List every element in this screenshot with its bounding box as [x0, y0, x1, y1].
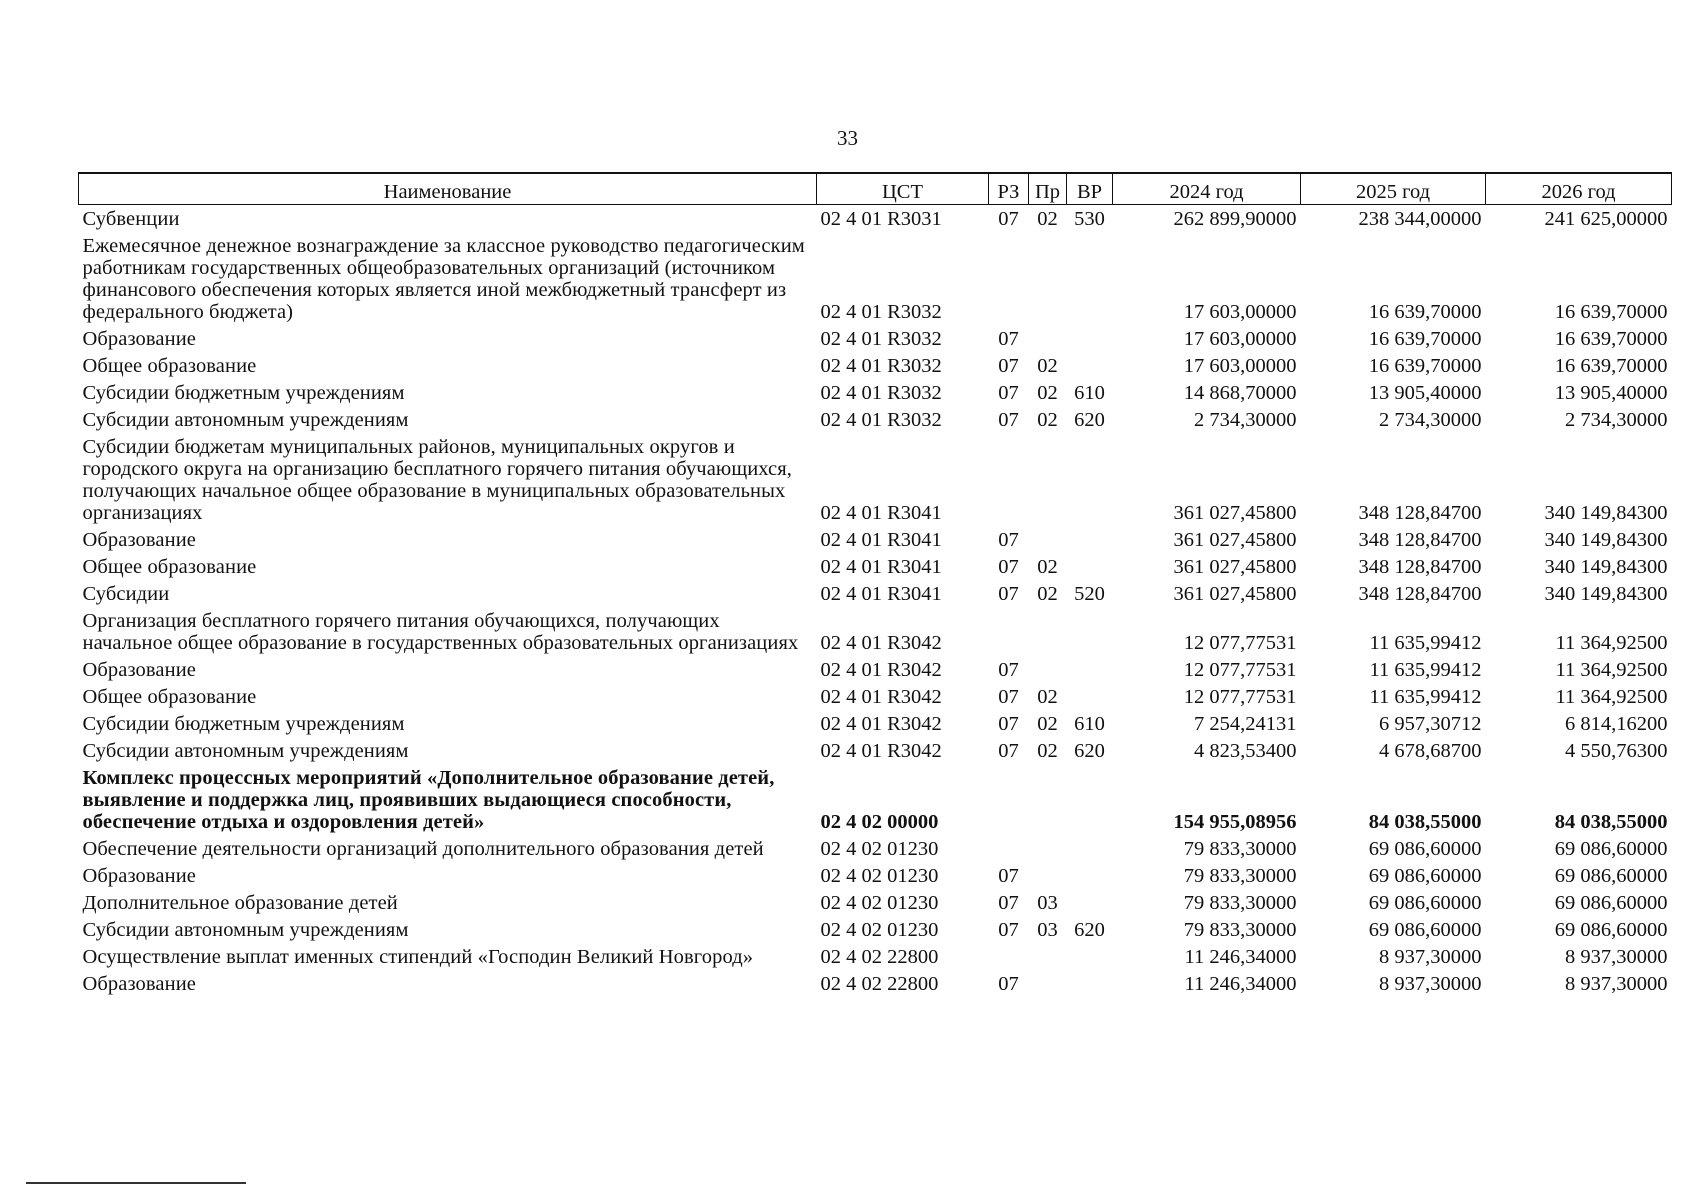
cell-name: Субсидии автономным учреждениям: [82, 409, 409, 431]
cell-cst: 02 4 02 01230: [820, 838, 939, 860]
cell-name: Субсидии: [82, 583, 170, 605]
cell-cst: 02 4 01 R3032: [820, 382, 942, 404]
cell-y2025: 348 128,84700: [1358, 556, 1482, 578]
cell-y2026: 8 937,30000: [1565, 946, 1668, 968]
cell-y2025: 69 086,60000: [1368, 919, 1482, 941]
cell-vr: [1067, 862, 1113, 889]
cell-rz: 07: [998, 659, 1019, 681]
table-row: [79, 737, 1672, 764]
cell-cst: 02 4 01 R3042: [820, 659, 942, 681]
cell-y2025: 13 905,40000: [1368, 382, 1482, 404]
cell-rz: [989, 943, 1029, 970]
table-row: [79, 764, 1672, 835]
cell-pr: 02: [1037, 355, 1058, 377]
cell-y2026: 69 086,60000: [1554, 919, 1668, 941]
cell-cst: 02 4 02 01230: [820, 865, 939, 887]
cell-rz: 07: [998, 355, 1019, 377]
cell-vr: [1067, 232, 1113, 325]
cell-pr: [1029, 232, 1067, 325]
cell-y2025: 16 639,70000: [1368, 355, 1482, 377]
cell-y2025: 6 957,30712: [1379, 713, 1482, 735]
cell-pr: 02: [1037, 583, 1058, 605]
cell-name: Общее образование: [82, 355, 257, 377]
cell-rz: [989, 607, 1029, 656]
cell-name: Субсидии бюджетным учреждениям: [82, 382, 405, 404]
cell-name: Ежемесячное денежное вознаграждение за классное руководство педагогическим работникам государственных общеобразовательных организаций (источником финансового обеспечения которых является иной межбюджетный трансферт из федерального бюджета): [82, 235, 805, 323]
cell-name: Субсидии автономным учреждениям: [82, 740, 409, 762]
cell-pr: 02: [1037, 382, 1058, 404]
column-header-name: Наименование: [79, 173, 817, 205]
cell-cst: 02 4 01 R3041: [820, 529, 942, 551]
table-row: [79, 526, 1672, 553]
table-row: [79, 943, 1672, 970]
column-header-2026: 2026 год: [1486, 173, 1672, 205]
table-row: [79, 205, 1672, 233]
cell-pr: [1029, 943, 1067, 970]
cell-y2026: 69 086,60000: [1554, 892, 1668, 914]
cell-rz: [989, 764, 1029, 835]
cell-y2025: 84 038,55000: [1368, 811, 1482, 833]
cell-y2025: 2 734,30000: [1379, 409, 1482, 431]
cell-vr: [1067, 683, 1113, 710]
cell-rz: 07: [998, 529, 1019, 551]
cell-y2024: 17 603,00000: [1183, 301, 1297, 323]
cell-y2026: 13 905,40000: [1554, 382, 1668, 404]
table-row: [79, 656, 1672, 683]
cell-rz: 07: [998, 892, 1019, 914]
cell-rz: 07: [998, 583, 1019, 605]
cell-rz: 07: [998, 409, 1019, 431]
cell-y2026: 69 086,60000: [1554, 865, 1668, 887]
cell-rz: 07: [998, 382, 1019, 404]
cell-y2024: 17 603,00000: [1183, 328, 1297, 350]
cell-y2026: 11 364,92500: [1555, 686, 1668, 708]
column-header-pr: Пр: [1029, 173, 1067, 205]
cell-y2024: 361 027,45800: [1173, 583, 1297, 605]
cell-name: Общее образование: [82, 556, 257, 578]
cell-rz: [989, 433, 1029, 526]
cell-rz: 07: [998, 713, 1019, 735]
cell-cst: 02 4 02 01230: [820, 919, 939, 941]
cell-name: Дополнительное образование детей: [82, 892, 398, 914]
cell-cst: 02 4 01 R3032: [820, 355, 942, 377]
cell-vr: 620: [1074, 409, 1105, 431]
page-number: 33: [837, 126, 858, 150]
cell-pr: 02: [1037, 409, 1058, 431]
cell-y2024: 4 823,53400: [1194, 740, 1297, 762]
column-header-cst: ЦСТ: [817, 173, 989, 205]
cell-y2025: 69 086,60000: [1368, 892, 1482, 914]
cell-y2025: 8 937,30000: [1379, 973, 1482, 995]
cell-cst: 02 4 01 R3042: [820, 686, 942, 708]
cell-y2026: 340 149,84300: [1544, 583, 1668, 605]
cell-pr: 02: [1037, 686, 1058, 708]
cell-name: Субсидии бюджетным учреждениям: [82, 713, 405, 735]
cell-y2026: 84 038,55000: [1554, 811, 1668, 833]
cell-y2024: 79 833,30000: [1183, 838, 1297, 860]
column-header-rz: РЗ: [989, 173, 1029, 205]
cell-pr: [1029, 433, 1067, 526]
cell-cst: 02 4 01 R3041: [820, 502, 942, 524]
cell-y2025: 11 635,99412: [1369, 632, 1482, 654]
cell-y2024: 7 254,24131: [1194, 713, 1297, 735]
cell-name: Образование: [82, 529, 196, 551]
cell-vr: [1067, 325, 1113, 352]
cell-vr: [1067, 553, 1113, 580]
footer-rule: [26, 1182, 246, 1184]
cell-cst: 02 4 01 R3042: [820, 713, 942, 735]
cell-pr: [1029, 607, 1067, 656]
cell-y2024: 11 246,34000: [1184, 946, 1297, 968]
cell-y2024: 361 027,45800: [1173, 502, 1297, 524]
cell-pr: [1029, 862, 1067, 889]
cell-pr: [1029, 764, 1067, 835]
cell-cst: 02 4 02 00000: [820, 811, 939, 833]
cell-y2025: 4 678,68700: [1379, 740, 1482, 762]
table-row: [79, 379, 1672, 406]
cell-vr: [1067, 970, 1113, 997]
column-header-vr: ВР: [1067, 173, 1113, 205]
cell-y2024: 14 868,70000: [1183, 382, 1297, 404]
cell-pr: 02: [1037, 713, 1058, 735]
cell-y2024: 12 077,77531: [1183, 632, 1297, 654]
cell-y2026: 241 625,00000: [1544, 208, 1668, 230]
cell-y2026: 6 814,16200: [1565, 713, 1668, 735]
cell-pr: [1029, 325, 1067, 352]
cell-y2025: 69 086,60000: [1368, 865, 1482, 887]
table-row: [79, 710, 1672, 737]
cell-y2024: 79 833,30000: [1183, 919, 1297, 941]
cell-pr: [1029, 526, 1067, 553]
cell-cst: 02 4 01 R3032: [820, 409, 942, 431]
cell-y2025: 69 086,60000: [1368, 838, 1482, 860]
cell-rz: 07: [998, 919, 1019, 941]
column-header-2024: 2024 год: [1113, 173, 1301, 205]
cell-cst: 02 4 01 R3032: [820, 301, 942, 323]
cell-vr: 610: [1074, 713, 1105, 735]
cell-y2024: 79 833,30000: [1183, 892, 1297, 914]
cell-vr: 620: [1074, 740, 1105, 762]
cell-vr: 530: [1074, 208, 1105, 230]
cell-cst: 02 4 01 R3041: [820, 556, 942, 578]
cell-pr: 02: [1037, 740, 1058, 762]
cell-vr: [1067, 943, 1113, 970]
table-row: [79, 580, 1672, 607]
table-row: [79, 683, 1672, 710]
cell-y2024: 361 027,45800: [1173, 556, 1297, 578]
cell-y2026: 11 364,92500: [1555, 632, 1668, 654]
table-row: [79, 970, 1672, 997]
cell-vr: [1067, 889, 1113, 916]
cell-y2026: 4 550,76300: [1565, 740, 1668, 762]
cell-pr: [1029, 970, 1067, 997]
cell-cst: 02 4 01 R3041: [820, 583, 942, 605]
cell-cst: 02 4 01 R3042: [820, 632, 942, 654]
cell-name: Образование: [82, 865, 196, 887]
column-header-2025: 2025 год: [1301, 173, 1486, 205]
cell-y2025: 11 635,99412: [1369, 659, 1482, 681]
cell-vr: [1067, 764, 1113, 835]
table-row: [79, 889, 1672, 916]
cell-y2025: 348 128,84700: [1358, 583, 1482, 605]
table-row: [79, 607, 1672, 656]
cell-pr: [1029, 656, 1067, 683]
cell-vr: 610: [1074, 382, 1105, 404]
cell-name: Общее образование: [82, 686, 257, 708]
cell-y2024: 11 246,34000: [1184, 973, 1297, 995]
cell-rz: [989, 232, 1029, 325]
cell-y2024: 17 603,00000: [1183, 355, 1297, 377]
cell-name: Субсидии автономным учреждениям: [82, 919, 409, 941]
cell-vr: [1067, 433, 1113, 526]
table-row: [79, 553, 1672, 580]
cell-vr: [1067, 607, 1113, 656]
cell-y2026: 16 639,70000: [1554, 355, 1668, 377]
cell-name: Комплекс процессных мероприятий «Дополнительное образование детей, выявление и поддержка лиц, проявивших выдающиеся способности, обеспечение отдыха и оздоровления детей»: [82, 767, 775, 833]
cell-pr: 02: [1037, 556, 1058, 578]
cell-name: Образование: [82, 973, 196, 995]
cell-y2026: 340 149,84300: [1544, 556, 1668, 578]
cell-y2025: 11 635,99412: [1369, 686, 1482, 708]
cell-pr: 03: [1037, 919, 1058, 941]
cell-cst: 02 4 02 01230: [820, 892, 939, 914]
cell-cst: 02 4 01 R3032: [820, 328, 942, 350]
cell-rz: [989, 835, 1029, 862]
cell-y2024: 79 833,30000: [1183, 865, 1297, 887]
cell-y2026: 8 937,30000: [1565, 973, 1668, 995]
table-row: [79, 406, 1672, 433]
table-row: [79, 433, 1672, 526]
cell-cst: 02 4 02 22800: [820, 946, 939, 968]
table-row: [79, 862, 1672, 889]
cell-vr: [1067, 352, 1113, 379]
cell-y2026: 11 364,92500: [1555, 659, 1668, 681]
cell-y2025: 348 128,84700: [1358, 529, 1482, 551]
table-row: [79, 352, 1672, 379]
cell-y2026: 69 086,60000: [1554, 838, 1668, 860]
cell-y2026: 16 639,70000: [1554, 301, 1668, 323]
cell-name: Осуществление выплат именных стипендий «Господин Великий Новгород»: [82, 946, 754, 968]
cell-name: Субвенции: [82, 208, 180, 230]
cell-y2025: 8 937,30000: [1379, 946, 1482, 968]
cell-name: Образование: [82, 328, 196, 350]
cell-y2025: 238 344,00000: [1358, 208, 1482, 230]
cell-rz: 07: [998, 208, 1019, 230]
cell-y2024: 12 077,77531: [1183, 659, 1297, 681]
cell-y2025: 16 639,70000: [1368, 328, 1482, 350]
cell-name: Субсидии бюджетам муниципальных районов, муниципальных округов и городского округа на организацию бесплатного горячего питания обучающихся, получающих начальное общее образование в муниципальных образовательных организациях: [82, 436, 793, 524]
cell-vr: [1067, 526, 1113, 553]
table-body: [79, 205, 1672, 998]
cell-vr: 520: [1074, 583, 1105, 605]
cell-y2024: 12 077,77531: [1183, 686, 1297, 708]
cell-pr: 02: [1037, 208, 1058, 230]
cell-rz: 07: [998, 740, 1019, 762]
table-header-row: [79, 173, 1672, 205]
cell-cst: 02 4 01 R3031: [820, 208, 942, 230]
cell-cst: 02 4 01 R3042: [820, 740, 942, 762]
cell-rz: 07: [998, 686, 1019, 708]
cell-pr: [1029, 835, 1067, 862]
table-row: [79, 916, 1672, 943]
table-row: [79, 232, 1672, 325]
cell-y2026: 16 639,70000: [1554, 328, 1668, 350]
cell-rz: 07: [998, 328, 1019, 350]
budget-table: [78, 172, 1672, 997]
cell-y2024: 262 899,90000: [1173, 208, 1297, 230]
cell-y2025: 16 639,70000: [1368, 301, 1482, 323]
cell-name: Организация бесплатного горячего питания обучающихся, получающих начальное общее образование в государственных образовательных организациях: [82, 610, 799, 654]
cell-vr: [1067, 656, 1113, 683]
cell-vr: 620: [1074, 919, 1105, 941]
cell-rz: 07: [998, 973, 1019, 995]
cell-y2024: 2 734,30000: [1194, 409, 1297, 431]
cell-vr: [1067, 835, 1113, 862]
cell-y2024: 361 027,45800: [1173, 529, 1297, 551]
cell-y2026: 340 149,84300: [1544, 529, 1668, 551]
cell-y2025: 348 128,84700: [1358, 502, 1482, 524]
cell-y2026: 2 734,30000: [1565, 409, 1668, 431]
table-row: [79, 835, 1672, 862]
cell-y2024: 154 955,08956: [1173, 811, 1297, 833]
cell-rz: 07: [998, 556, 1019, 578]
cell-name: Образование: [82, 659, 196, 681]
cell-name: Обеспечение деятельности организаций дополнительного образования детей: [82, 838, 764, 860]
table-row: [79, 325, 1672, 352]
cell-rz: 07: [998, 865, 1019, 887]
cell-y2026: 340 149,84300: [1544, 502, 1668, 524]
cell-cst: 02 4 02 22800: [820, 973, 939, 995]
cell-pr: 03: [1037, 892, 1058, 914]
